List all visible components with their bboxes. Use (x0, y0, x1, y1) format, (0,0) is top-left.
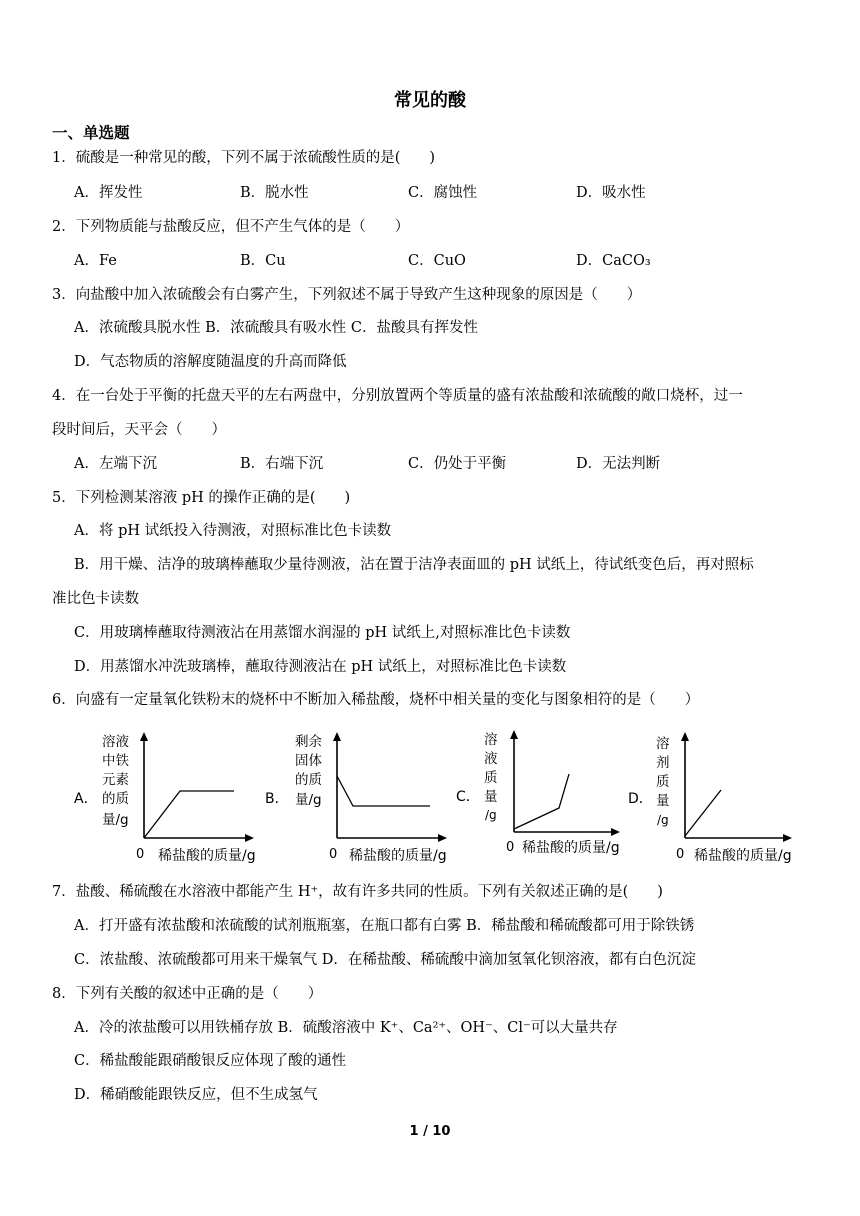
question-3-stem: 3．向盐酸中加入浓硫酸会有白雾产生，下列叙述不属于导致产生这种现象的原因是（ ） (52, 287, 642, 303)
svg-text:/g: /g (485, 808, 497, 822)
graph-d-ylabel: 溶 (656, 736, 670, 752)
question-2-option-d: D．CaCO₃ (576, 253, 651, 269)
graph-b-ylabel: 剩余 (295, 734, 322, 750)
svg-text:量/g: 量/g (295, 792, 322, 808)
question-2-option-c: C．CuO (408, 253, 466, 269)
question-5-option-b-line1: B．用干燥、洁净的玻璃棒蘸取少量待测液，沾在置于洁净表面皿的 pH 试纸上，待试纸变色后，再对照标 (74, 557, 754, 573)
graph-a-y-arrow (140, 732, 148, 741)
svg-text:/g: /g (657, 813, 669, 827)
question-7-stem: 7．盐酸、稀硫酸在水溶液中都能产生 H⁺，故有许多共同的性质。下列有关叙述正确的是( ) (52, 884, 663, 900)
graph-d-curve (685, 790, 721, 836)
graph-b-curve (337, 776, 430, 806)
question-7-options-ab: A．打开盛有浓盐酸和浓硫酸的试剂瓶瓶塞，在瓶口都有白雾 B．稀盐酸和稀硫酸都可用于除铁锈 (74, 918, 695, 934)
question-8-option-c: C．稀盐酸能跟硝酸银反应体现了酸的通性 (74, 1053, 347, 1069)
svg-text:中铁: 中铁 (102, 753, 129, 769)
graph-c-xlabel: 稀盐酸的质量/g (522, 840, 620, 856)
question-4-stem-line2: 段时间后，天平会（ ） (52, 422, 226, 438)
question-6-stem: 6．向盛有一定量氧化铁粉末的烧杯中不断加入稀盐酸，烧杯中相关量的变化与图象相符的是（ ） (52, 692, 700, 708)
graph-d-y-arrow (681, 732, 689, 741)
graph-a (74, 728, 264, 872)
svg-text:剂: 剂 (656, 755, 670, 771)
question-3-options-abc: A．浓硫酸具脱水性 B．浓硫酸具有吸水性 C．盐酸具有挥发性 (74, 320, 478, 336)
graph-d (628, 728, 808, 872)
svg-text:量/g: 量/g (102, 812, 129, 828)
svg-text:0: 0 (506, 840, 515, 855)
graph-a-xlabel: 稀盐酸的质量/g (158, 848, 256, 864)
svg-text:元素: 元素 (102, 772, 129, 788)
page-title: 常见的酸 (394, 90, 466, 111)
svg-text:的质: 的质 (102, 791, 129, 807)
svg-text:质: 质 (656, 774, 670, 790)
question-4-option-c: C．仍处于平衡 (408, 456, 507, 472)
svg-text:质: 质 (484, 770, 498, 786)
svg-text:量: 量 (656, 793, 670, 809)
question-5-option-c: C．用玻璃棒蘸取待测液沾在用蒸馏水润湿的 pH 试纸上,对照标准比色卡读数 (74, 625, 571, 641)
graph-c-curve (514, 774, 569, 829)
question-5-stem: 5．下列检测某溶液 pH 的操作正确的是( ) (52, 490, 351, 506)
graph-a-letter: A． (74, 791, 98, 807)
graph-a-ylabel: 溶液 (102, 734, 129, 750)
graph-d-x-arrow (783, 834, 792, 842)
graph-b-y-arrow (333, 732, 341, 741)
graph-c-x-arrow (611, 828, 620, 836)
graph-b-letter: B． (265, 791, 289, 807)
section-heading: 一、单选题 (52, 124, 130, 142)
graph-a-curve (144, 791, 234, 838)
svg-text:液: 液 (484, 751, 498, 767)
question-1-option-a: A．挥发性 (74, 185, 143, 201)
question-4-option-b: B．右端下沉 (240, 456, 324, 472)
question-5-option-a: A．将 pH 试纸投入待测液，对照标准比色卡读数 (74, 523, 392, 539)
question-7-options-cd: C．浓盐酸、浓硫酸都可用来干燥氧气 D．在稀盐酸、稀硫酸中滴加氢氧化钡溶液，都有白色沉淀 (74, 952, 696, 968)
graph-b (265, 728, 460, 872)
question-4-stem-line1: 4．在一台处于平衡的托盘天平的左右两盘中，分别放置两个等质量的盛有浓盐酸和浓硫酸的敞口烧杯，过一 (52, 388, 743, 404)
question-1-option-b: B．脱水性 (240, 185, 309, 201)
question-8-options-ab: A．冷的浓盐酸可以用铁桶存放 B．硫酸溶液中 K⁺、Ca²⁺、OH⁻、Cl⁻可以大量共存 (74, 1020, 618, 1036)
question-4-option-a: A．左端下沉 (74, 456, 157, 472)
svg-text:0: 0 (676, 847, 685, 862)
question-8-option-d: D．稀硝酸能跟铁反应，但不生成氢气 (74, 1087, 318, 1103)
question-3-option-d: D．气态物质的溶解度随温度的升高而降低 (74, 354, 347, 370)
question-8-stem: 8．下列有关酸的叙述中正确的是（ ） (52, 986, 323, 1002)
question-4-option-d: D．无法判断 (576, 456, 661, 472)
question-2-stem: 2．下列物质能与盐酸反应，但不产生气体的是（ ） (52, 219, 410, 235)
svg-text:的质: 的质 (295, 772, 322, 788)
question-1-stem: 1．硫酸是一种常见的酸，下列不属于浓硫酸性质的是( ) (52, 150, 436, 166)
graph-d-letter: D． (628, 791, 653, 807)
graph-a-x-arrow (245, 834, 254, 842)
question-2-option-a: A．Fe (74, 253, 117, 269)
page-number: 1 / 10 (409, 1124, 451, 1139)
question-5-option-d: D．用蒸馏水冲洗玻璃棒，蘸取待测液沾在 pH 试纸上，对照标准比色卡读数 (74, 659, 567, 675)
svg-text:固体: 固体 (295, 753, 322, 769)
graph-b-xlabel: 稀盐酸的质量/g (349, 848, 447, 864)
svg-text:0: 0 (329, 847, 338, 862)
svg-text:0: 0 (136, 847, 145, 862)
graph-b-x-arrow (438, 834, 447, 842)
graph-c-y-arrow (510, 730, 518, 739)
svg-text:量: 量 (484, 789, 498, 805)
question-1-option-c: C．腐蚀性 (408, 185, 478, 201)
question-1-option-d: D．吸水性 (576, 185, 646, 201)
graph-c (456, 728, 636, 872)
graph-c-letter: C． (456, 789, 480, 805)
question-5-option-b-line2: 准比色卡读数 (52, 591, 139, 607)
graph-d-xlabel: 稀盐酸的质量/g (694, 848, 792, 864)
question-2-option-b: B．Cu (240, 253, 286, 269)
graph-c-ylabel: 溶 (484, 732, 498, 748)
